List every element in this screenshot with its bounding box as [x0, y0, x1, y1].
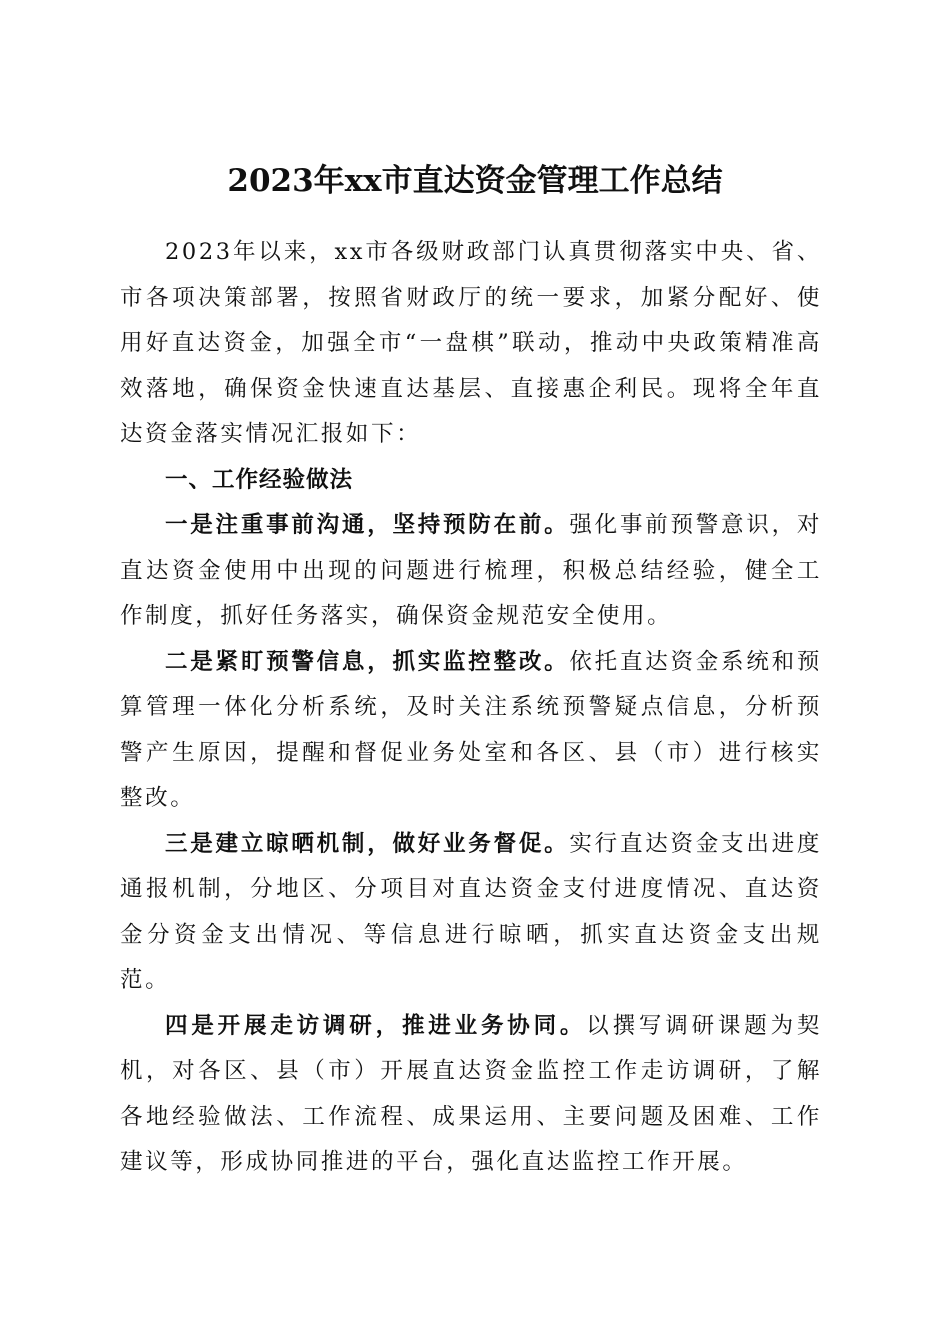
item-paragraph-4 — [120, 1004, 822, 1186]
item-lead-1: 一是注重事前沟通，坚持预防在前。 — [165, 512, 570, 538]
section-heading: 一、工作经验做法 — [165, 466, 354, 493]
item-text-4: 以撰写调研课题为契机，对各区、县（市）开展直达资金监控工作走访调研，了解各地经验做法、工作流程、成果运用、主要问题及困难、工作建议等，形成协同推进的平台，强化直达监控工作开展。 — [120, 1012, 822, 1175]
item-paragraph-1 — [120, 503, 822, 640]
intro-paragraph: 2023年以来，xx市各级财政部门认真贯彻落实中央、省、市各项决策部署，按照省财政厅的统一要求，加紧分配好、使用好直达资金，加强全市“一盘棋”联动，推动中央政策精准高效落地，确保资金快速直达基层、直接惠企利民。现将全年直达资金落实情况汇报如下： — [120, 239, 822, 447]
item-lead-3: 三是建立晾晒机制，做好业务督促。 — [165, 830, 570, 857]
document-body — [120, 230, 822, 1186]
document-title: 2023年xx市直达资金管理工作总结 — [227, 162, 723, 199]
item-text-3: 实行直达资金支出进度通报机制，分地区、分项目对直达资金支付进度情况、直达资金分资金支出情况、等信息进行晾晒，抓实直达资金支出规范。 — [120, 830, 822, 993]
item-paragraph-3 — [120, 822, 822, 1004]
item-lead-4: 四是开展走访调研，推进业务协同。 — [165, 1012, 587, 1039]
item-paragraph-2 — [120, 640, 822, 822]
item-text-2: 依托直达资金系统和预算管理一体化分析系统，及时关注系统预警疑点信息，分析预警产生原因，提醒和督促业务处室和各区、县（市）进行核实整改。 — [120, 648, 822, 811]
item-lead-2: 二是紧盯预警信息，抓实监控整改。 — [165, 648, 570, 675]
item-text-1: 强化事前预警意识，对直达资金使用中出现的问题进行梳理，积极总结经验，健全工作制度，抓好任务落实，确保资金规范安全使用。 — [120, 512, 822, 629]
